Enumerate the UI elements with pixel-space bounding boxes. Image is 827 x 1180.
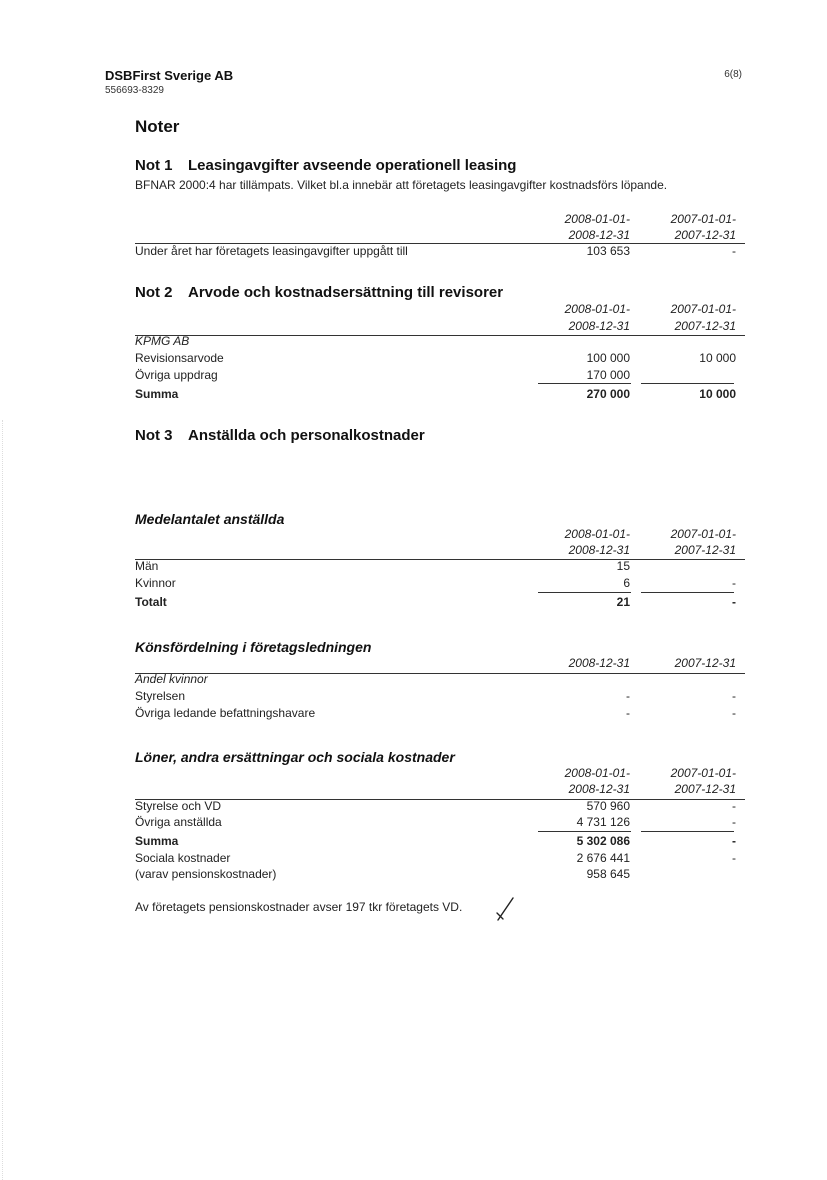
- row-label: Styrelsen: [135, 689, 186, 703]
- col1-header-start: 2008-01-01-: [564, 302, 630, 316]
- note-2-heading: [135, 284, 503, 301]
- row-value-2007: -: [732, 815, 736, 829]
- col1-header-start: 2008-01-01-: [564, 766, 630, 780]
- col2-header: 2007-12-31: [674, 656, 736, 670]
- row-value-2008: 15: [616, 559, 630, 573]
- note-3-heading: [135, 427, 425, 444]
- total-value-2007: -: [732, 595, 736, 609]
- row-label: (varav pensionskostnader): [135, 867, 277, 881]
- row-value-2008: 4 731 126: [576, 815, 630, 829]
- col2-header-end: 2007-12-31: [674, 543, 736, 557]
- page-number: 6(8): [724, 69, 742, 80]
- row-value-2008: 2 676 441: [576, 851, 630, 865]
- col1-header-end: 2008-12-31: [568, 543, 630, 557]
- company-name: DSBFirst Sverige AB: [105, 68, 234, 83]
- salaries-heading: Löner, andra ersättningar och sociala kostnader: [135, 749, 455, 765]
- row-value-2008: -: [626, 689, 630, 703]
- total-value-2008: 270 000: [586, 387, 630, 401]
- row-value-2007: -: [732, 689, 736, 703]
- col2-header-start: 2007-01-01-: [670, 212, 736, 226]
- sum-line: [538, 831, 631, 832]
- total-value-2007: 10 000: [699, 387, 736, 401]
- scan-edge-artifact: [2, 420, 3, 1180]
- page-title: Noter: [135, 117, 180, 136]
- row-value-2008: 100 000: [586, 351, 630, 365]
- divider: [135, 559, 745, 560]
- row-label: Revisionsarvode: [135, 351, 224, 365]
- note-1-heading: [135, 157, 516, 174]
- row-value-2007: -: [732, 576, 736, 590]
- row-label: Övriga ledande befattningshavare: [135, 706, 316, 720]
- total-value-2008: 21: [616, 595, 630, 609]
- total-value-2008: 5 302 086: [576, 834, 630, 848]
- sum-line: [641, 592, 734, 593]
- total-label: Summa: [135, 387, 179, 401]
- row-value-2008: 6: [623, 576, 630, 590]
- col1-header-end: 2008-12-31: [568, 782, 630, 796]
- total-value-2007: -: [732, 834, 736, 848]
- sum-line: [641, 831, 734, 832]
- col1-header-end: 2008-12-31: [568, 319, 630, 333]
- total-label: Summa: [135, 834, 179, 848]
- row-value-2007: -: [732, 706, 736, 720]
- row-value-2007: -: [732, 799, 736, 813]
- handwritten-check-mark: [494, 896, 516, 922]
- col2-header-end: 2007-12-31: [674, 319, 736, 333]
- col2-header-end: 2007-12-31: [674, 228, 736, 242]
- employees-heading: Medelantalet anställda: [135, 511, 285, 527]
- row-label: Under året har företagets leasingavgifter uppgått till: [135, 244, 408, 258]
- row-value-2008: 103 653: [586, 244, 630, 258]
- row-value-2007: -: [732, 851, 736, 865]
- row-value-2007: -: [732, 244, 736, 258]
- col1-header-end: 2008-12-31: [568, 228, 630, 242]
- note-1-description: BFNAR 2000:4 har tillämpats. Vilket bl.a innebär att företagets leasingavgifter kostnadsförs löpande.: [135, 178, 668, 192]
- col2-header-end: 2007-12-31: [674, 782, 736, 796]
- note-3-title: Anställda och personalkostnader: [188, 427, 425, 444]
- row-label: Övriga anställda: [135, 815, 222, 829]
- group-label: Andel kvinnor: [135, 672, 208, 686]
- note-3-number: Not 3: [135, 427, 173, 444]
- gender-heading: Könsfördelning i företagsledningen: [135, 639, 372, 655]
- note-1-title: Leasingavgifter avseende operationell leasing: [188, 157, 517, 174]
- divider: [135, 335, 745, 336]
- col2-header-start: 2007-01-01-: [670, 766, 736, 780]
- total-label: Totalt: [135, 595, 167, 609]
- note-2-title: Arvode och kostnadsersättning till revisorer: [188, 284, 504, 301]
- col1-header-start: 2008-01-01-: [564, 527, 630, 541]
- col2-header-start: 2007-01-01-: [670, 527, 736, 541]
- group-label: KPMG AB: [135, 334, 190, 348]
- org-number: 556693-8329: [105, 85, 164, 96]
- row-label: Män: [135, 559, 159, 573]
- col2-header-start: 2007-01-01-: [670, 302, 736, 316]
- row-value-2008: -: [626, 706, 630, 720]
- sum-line: [641, 383, 734, 384]
- footnote: Av företagets pensionskostnader avser 197 tkr företagets VD.: [135, 900, 463, 914]
- row-label: Sociala kostnader: [135, 851, 231, 865]
- sum-line: [538, 383, 631, 384]
- col1-header-start: 2008-01-01-: [564, 212, 630, 226]
- row-value-2008: 570 960: [586, 799, 630, 813]
- row-label: Styrelse och VD: [135, 799, 222, 813]
- divider: [135, 673, 745, 674]
- note-1-number: Not 1: [135, 157, 173, 174]
- row-value-2008: 170 000: [586, 368, 630, 382]
- row-label: Kvinnor: [135, 576, 176, 590]
- col1-header: 2008-12-31: [568, 656, 630, 670]
- row-label: Övriga uppdrag: [135, 368, 218, 382]
- note-2-number: Not 2: [135, 284, 173, 301]
- row-value-2007: 10 000: [699, 351, 736, 365]
- row-value-2008: 958 645: [586, 867, 630, 881]
- sum-line: [538, 592, 631, 593]
